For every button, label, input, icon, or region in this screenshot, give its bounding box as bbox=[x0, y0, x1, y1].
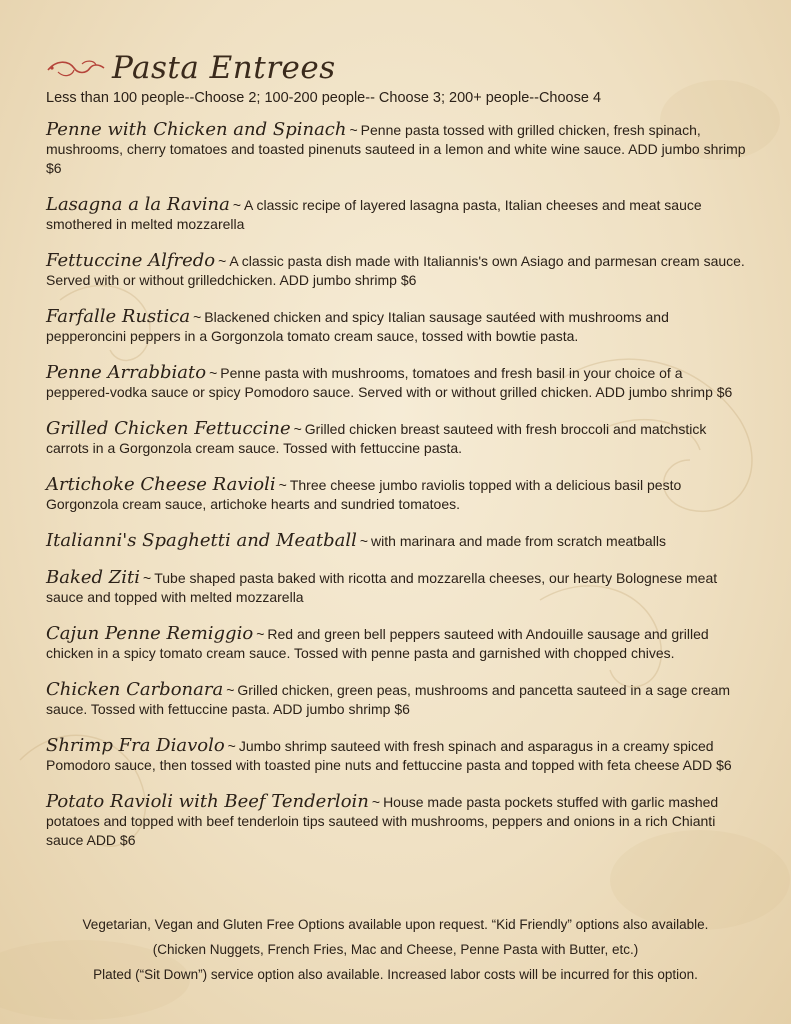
menu-item-description: Red and green bell peppers sauteed with Andouille sausage and grilled chicken in a spicy tomato cream sauce. Tossed with penne pasta and garnished with chopped chives. bbox=[46, 626, 709, 661]
menu-item-description: Jumbo shrimp sauteed with fresh spinach and asparagus in a creamy spiced Pomodoro sauce, then tossed with toasted pine nuts and fettuccine pasta and topped with feta cheese ADD $6 bbox=[46, 738, 732, 773]
decorative-swirl-icon bbox=[46, 56, 106, 80]
menu-item bbox=[46, 531, 746, 551]
menu-item-name: Potato Ravioli with Beef Tenderloin bbox=[46, 791, 369, 812]
menu-item-separator: ~ bbox=[293, 421, 302, 437]
guest-count-instructions: Less than 100 people--Choose 2; 100-200 people-- Choose 3; 200+ people--Choose 4 bbox=[46, 90, 602, 106]
menu-item-name: Shrimp Fra Diavolo bbox=[46, 735, 225, 756]
menu-item bbox=[46, 568, 746, 607]
menu-item-description: A classic recipe of layered lasagna pasta, Italian cheeses and meat sauce smothered in melted mozzarella bbox=[46, 197, 702, 232]
menu-item bbox=[46, 307, 746, 346]
menu-item-separator: ~ bbox=[256, 626, 265, 642]
menu-item-separator: ~ bbox=[349, 122, 358, 138]
menu-item-separator: ~ bbox=[193, 309, 202, 325]
menu-item bbox=[46, 736, 746, 775]
plated-service-note: Plated (“Sit Down”) service option also available. Increased labor costs will be incurred for this option. bbox=[93, 967, 698, 982]
menu-item-separator: ~ bbox=[218, 253, 227, 269]
menu-item-name: Cajun Penne Remiggio bbox=[46, 623, 254, 644]
menu-item-description: Penne pasta with mushrooms, tomatoes and fresh basil in your choice of a peppered-vodka sauce or spicy Pomodoro sauce. Served with or without grilled chicken. ADD jumbo shrimp $6 bbox=[46, 365, 733, 400]
menu-item-description: Tube shaped pasta baked with ricotta and mozzarella cheeses, our hearty Bolognese meat sauce and topped with melted mozzarella bbox=[46, 570, 718, 605]
menu-item-description: Grilled chicken, green peas, mushrooms and pancetta sauteed in a sage cream sauce. Tossed with fettuccine pasta. ADD jumbo shrimp $6 bbox=[46, 682, 731, 717]
page-title: Pasta Entrees bbox=[112, 50, 336, 86]
menu-item-description: with marinara and made from scratch meatballs bbox=[371, 533, 666, 549]
menu-item-name: Lasagna a la Ravina bbox=[46, 194, 230, 215]
menu-item-separator: ~ bbox=[143, 570, 152, 586]
menu-item-name: Italianni's Spaghetti and Meatball bbox=[46, 530, 357, 551]
kid-options-note: (Chicken Nuggets, French Fries, Mac and Cheese, Penne Pasta with Butter, etc.) bbox=[152, 942, 639, 957]
menu-item-name: Farfalle Rustica bbox=[46, 306, 191, 327]
menu-item-description: Grilled chicken breast sauteed with fresh broccoli and matchstick carrots in a Gorgonzola cream sauce. Tossed with fettuccine pasta. bbox=[46, 421, 707, 456]
menu-item-name: Penne with Chicken and Spinach bbox=[46, 119, 347, 140]
menu-item bbox=[46, 475, 746, 514]
menu-footer-notes bbox=[40, 912, 751, 987]
menu-item-separator: ~ bbox=[227, 738, 236, 754]
menu-item bbox=[46, 792, 746, 850]
menu-item-description: A classic pasta dish made with Italiannis's own Asiago and parmesan cream sauce. Served with or without grilledchicken. ADD jumbo shrimp $6 bbox=[46, 253, 745, 288]
menu-item-description: House made pasta pockets stuffed with garlic mashed potatoes and topped with beef tenderloin tips sauteed with mushrooms, peppers and onions in a rich Chianti sauce ADD $6 bbox=[46, 794, 719, 848]
menu-item-list bbox=[46, 120, 746, 850]
menu-item-description: Blackened chicken and spicy Italian sausage sautéed with mushrooms and pepperoncini peppers in a Gorgonzola tomato cream sauce, tossed with bowtie pasta. bbox=[46, 309, 669, 344]
menu-item-name: Chicken Carbonara bbox=[46, 679, 224, 700]
menu-item-separator: ~ bbox=[226, 682, 235, 698]
menu-item-name: Artichoke Cheese Ravioli bbox=[46, 474, 276, 495]
menu-item-name: Grilled Chicken Fettuccine bbox=[46, 418, 291, 439]
menu-item-separator: ~ bbox=[278, 477, 287, 493]
menu-item-name: Baked Ziti bbox=[46, 567, 141, 588]
menu-item-separator: ~ bbox=[359, 533, 369, 549]
menu-header bbox=[46, 50, 746, 86]
menu-item bbox=[46, 195, 746, 234]
menu-item-name: Penne Arrabbiato bbox=[46, 362, 207, 383]
dietary-options-note: Vegetarian, Vegan and Gluten Free Options available upon request. “Kid Friendly” options also available. bbox=[82, 917, 709, 932]
menu-item-separator: ~ bbox=[371, 794, 381, 810]
menu-item-name: Fettuccine Alfredo bbox=[46, 250, 216, 271]
menu-item bbox=[46, 251, 746, 290]
menu-item-description: Penne pasta tossed with grilled chicken, fresh spinach, mushrooms, cherry tomatoes and toasted pinenuts sauteed in a lemon and white wine sauce. ADD jumbo shrimp $6 bbox=[46, 122, 746, 176]
menu-item bbox=[46, 680, 746, 719]
menu-item bbox=[46, 120, 746, 178]
menu-item bbox=[46, 363, 746, 402]
menu-item-separator: ~ bbox=[232, 197, 242, 213]
menu-item bbox=[46, 624, 746, 663]
menu-item bbox=[46, 419, 746, 458]
menu-item-separator: ~ bbox=[209, 365, 218, 381]
menu-item-description: Three cheese jumbo raviolis topped with a delicious basil pesto Gorgonzola cream sauce, artichoke hearts and sundried tomatoes. bbox=[46, 477, 682, 512]
menu-page bbox=[46, 50, 746, 867]
